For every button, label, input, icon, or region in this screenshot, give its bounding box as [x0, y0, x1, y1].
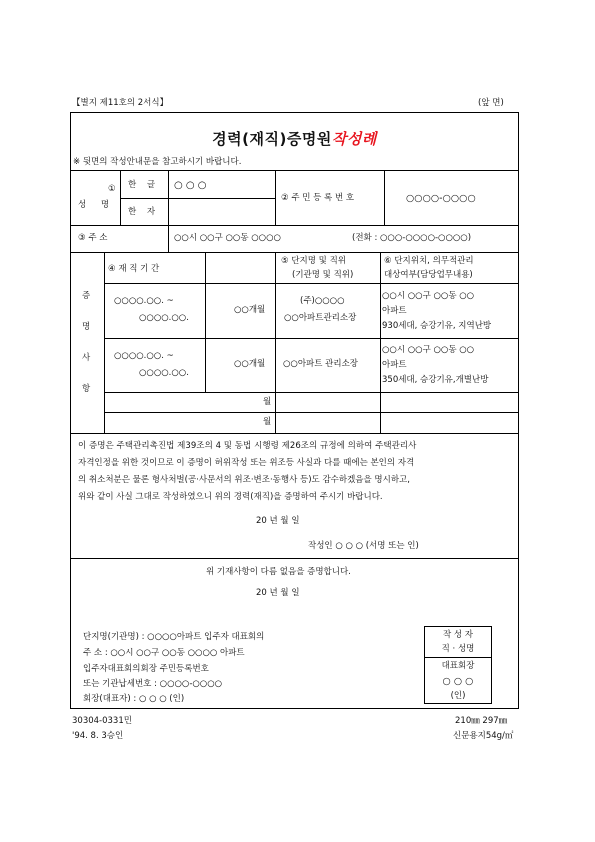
declaration-writer: 작성인 ○ ○ ○ (서명 또는 인) — [308, 541, 419, 551]
hanja-label: 한 자 — [128, 207, 160, 217]
footer-paper-type: 신문용지54g/㎡ — [453, 731, 514, 741]
certification-statement: 위 기재사항이 다름 없음을 증명합니다. — [206, 567, 351, 577]
page-title — [70, 128, 519, 149]
name-label: 성 명 — [78, 200, 116, 210]
declaration-line-1: 이 증명은 주택관리촉진법 제39조의 4 및 동법 시행령 제26조의 규정에 의하여 주택관리사 — [78, 441, 417, 451]
row1-org-2: ○○아파트관리소장 — [284, 313, 357, 323]
row1-org-1: (주)○○○○ — [300, 296, 345, 306]
title-example-stamp: 작성례 — [331, 130, 377, 148]
row1-loc-1: ○○시 ○○구 ○○동 ○○ — [382, 291, 475, 301]
phone-value: (전화 : ○○○-○○○○-○○○○) — [352, 233, 472, 243]
row1-months: ○○개월 — [234, 305, 266, 315]
career-side-label-4: 항 — [82, 384, 91, 394]
row4-months: 월 — [263, 417, 272, 427]
cert-org-line: 단지명(기관명) : ○○○○아파트 입주자 대표회의 — [83, 632, 265, 642]
page-side-label: (앞 면) — [478, 98, 504, 108]
row2-loc-2: 아파트 — [382, 360, 407, 370]
career-side-label-1: 증 — [82, 291, 91, 301]
sigbox-writer-2: 직 · 성명 — [441, 644, 475, 654]
row2-org-1: ○○아파트 관리소장 — [283, 359, 359, 369]
address-label: ③ 주 소 — [78, 233, 108, 243]
org-header-1: ⑤ 단지명 및 직위 — [281, 256, 346, 266]
address-value: ○○시 ○○구 ○○동 ○○○○ — [174, 233, 281, 243]
row2-period-start: ○○○○.○○. ~ — [114, 351, 174, 361]
cert-id-line-1: 입주자대표회의회장 주민등록번호 — [83, 664, 209, 674]
row2-loc-3: 350세대, 승강기유,개별난방 — [382, 375, 489, 385]
period-header: ④ 재 직 기 간 — [108, 264, 160, 274]
row1-period-end: ○○○○.○○. — [139, 313, 189, 323]
certification-date: 20 년 월 일 — [256, 588, 300, 598]
loc-header-1: ⑥ 단지위치, 의무적관리 — [384, 256, 474, 266]
row2-period-end: ○○○○.○○. — [139, 368, 189, 378]
career-side-label-3: 사 — [82, 353, 91, 363]
row2-loc-1: ○○시 ○○구 ○○동 ○○ — [382, 345, 475, 355]
title-main: 경력(재직)증명원 — [212, 130, 332, 148]
career-side-label-2: 명 — [82, 322, 91, 332]
cert-rep-line: 회장(대표자) : ○ ○ ○ (인) — [83, 694, 185, 704]
org-header-2: (기관명 및 직위) — [292, 270, 354, 280]
cert-id-line-2: 또는 기관납세번호 : ○○○○-○○○○ — [83, 679, 223, 689]
footer-form-number: 30304-0331민 — [72, 716, 132, 726]
loc-header-2: 대상여부(담당업무내용) — [384, 270, 473, 280]
name-label-number: ① — [108, 184, 116, 194]
cert-address-line: 주 소 : ○○시 ○○구 ○○동 ○○○○ 아파트 — [83, 648, 245, 658]
row1-loc-2: 아파트 — [382, 306, 407, 316]
rrn-label: ② 주 민 등 록 번 호 — [281, 193, 355, 203]
hangul-label: 한 글 — [128, 180, 160, 190]
form-reference: 【별지 제11호의 2서식】 — [72, 98, 169, 108]
row2-months: ○○개월 — [234, 359, 266, 369]
row3-months: 월 — [263, 397, 272, 407]
row1-period-start: ○○○○.○○. ~ — [114, 296, 174, 306]
rrn-value: ○○○○-○○○○ — [406, 193, 476, 204]
declaration-date: 20 년 월 일 — [256, 516, 300, 526]
row1-loc-3: 930세대, 승강기유, 지역난방 — [382, 321, 492, 331]
declaration-line-4: 위와 같이 사실 그대로 작성하였으니 위의 경력(재직)을 증명하여 주시기 바랍니다. — [78, 492, 383, 502]
reference-note: ※ 뒷면의 작성안내문을 참고하시기 바랍니다. — [73, 157, 242, 167]
declaration-line-2: 자격인정을 위한 것이므로 이 증명이 허위작성 또는 위조등 사실과 다를 때에는 본인의 자격 — [78, 458, 415, 468]
sigbox-rep-name: ○ ○ ○ — [442, 676, 474, 687]
sigbox-writer-1: 작 성 자 — [442, 630, 474, 640]
hangul-name-value: ○ ○ ○ — [174, 180, 207, 191]
sigbox-rep: 대표회장 — [441, 661, 475, 671]
declaration-line-3: 의 취소처분은 물론 형사처벌(공·사문서의 위조·변조·동행사 등)도 감수하겠음을 명시하고, — [78, 475, 410, 485]
footer-paper-size: 210㎜ 297㎜ — [455, 716, 508, 726]
sigbox-seal: (인) — [450, 691, 466, 701]
footer-approval: '94. 8. 3승인 — [72, 731, 124, 741]
